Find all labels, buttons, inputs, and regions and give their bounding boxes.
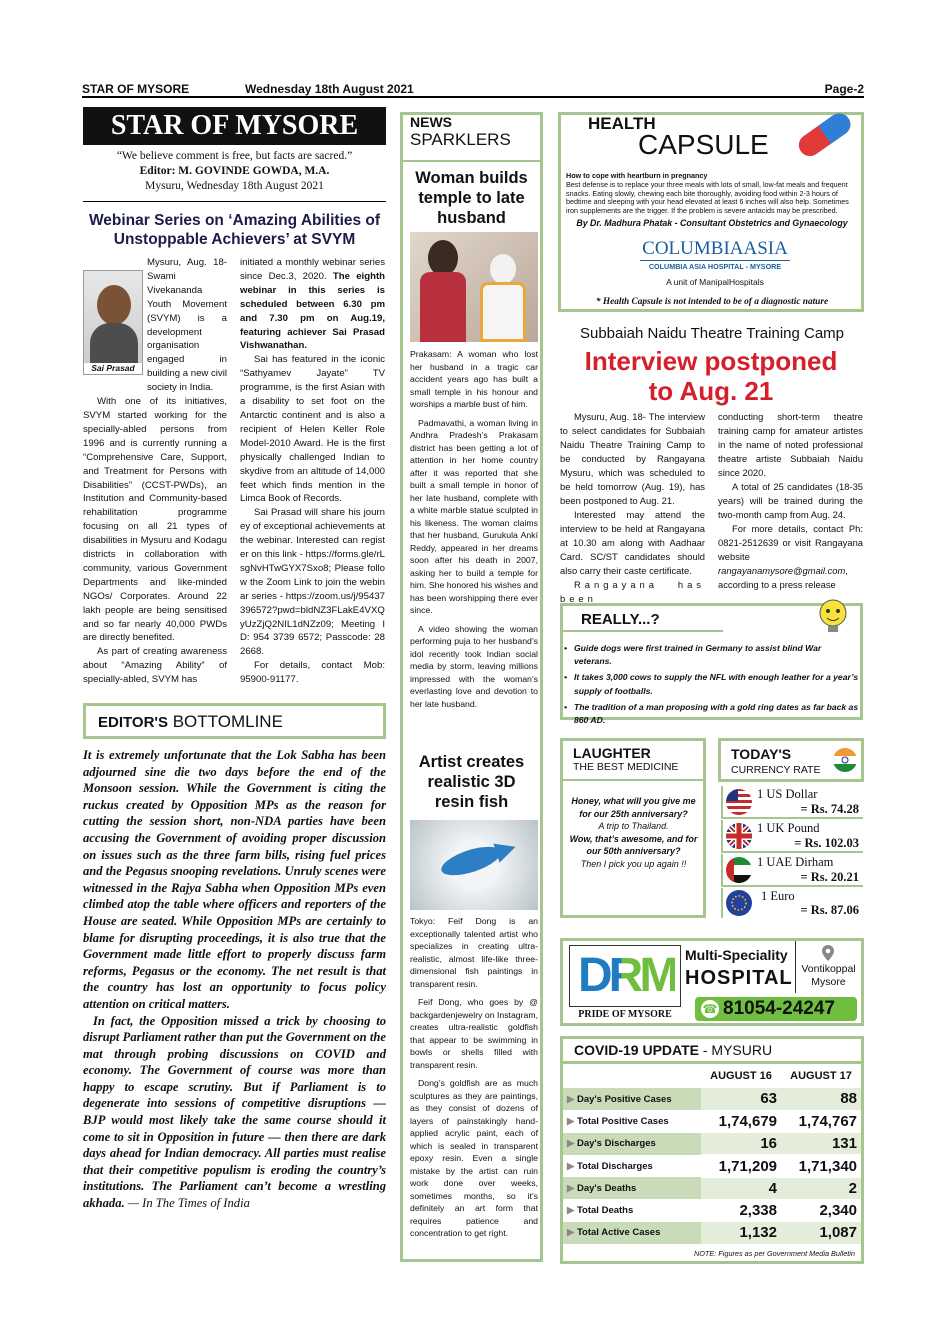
currency-unit: 1 Euro	[761, 889, 795, 903]
covid-row-label-text: Total Active Cases	[576, 1227, 661, 1239]
drm-location-b: Mysore	[811, 976, 846, 988]
table-row	[563, 1222, 861, 1244]
motto: “We believe comment is free, but facts are sacred.”	[116, 150, 353, 162]
theatre-para: Rangayana has been	[560, 579, 705, 604]
webinar-para: Sai has featured in the iconic “Sathyamev Jayate” TV programme, is the first Asian with a disability to set foot on the Antarctic continent and is also a recipient of Helen Keller Role Model-2010 Award. He is the first physically challenged Indian to skydive from an altitude of 14,000 feet which finds mention in the Limca Book of Records.	[240, 354, 385, 505]
masthead-logo: STAR OF MYSORE	[83, 107, 386, 145]
currency-row	[721, 854, 863, 887]
covid-cell: 1,74,679	[701, 1110, 781, 1132]
joke	[566, 795, 701, 870]
columbia-asia-logo	[640, 238, 790, 287]
theatre-email: rangayanamysore@gmail.com	[718, 565, 846, 576]
currency-row	[721, 888, 863, 918]
page-header-bar	[82, 80, 864, 98]
covid-cell: 1,087	[781, 1222, 861, 1244]
currency-label-b: CURRENCY RATE	[731, 764, 821, 776]
logo-subtitle: COLUMBIA ASIA HOSPITAL - MYSORE	[640, 260, 790, 271]
theatre-headline	[558, 346, 864, 406]
logo-text: COLUMBIA	[642, 238, 744, 259]
covid-row-label: ▶ Total Active Cases	[563, 1222, 701, 1244]
health-text	[566, 172, 858, 216]
sparkler-headline-1: Woman builds temple to late husband	[415, 169, 528, 227]
laughter-label-a: LAUGHTER	[573, 745, 651, 761]
sparkler-para: Dong’s goldfish are as much sculptures as they are paintings, as they consist of dozens of layers of painstakingly hand-applied acrylic paint, each of which is sealed in transparent epoxy resin. Even a single mistake by the artist can ruin work done over weeks, sometimes months, so it’s definitely an art form that requires patience and concentration to get right.	[410, 1078, 538, 1238]
health-label-a: HEALTH	[588, 114, 656, 133]
drm-location-a: Vontikoppal	[801, 963, 856, 975]
currency-unit: 1 US Dollar	[757, 787, 818, 801]
webinar-para: For details, contact Mob: 95900-91177.	[240, 660, 385, 686]
sparkler-2-text	[410, 915, 538, 1240]
really-label: REALLY...?	[581, 611, 660, 628]
temple-photo	[410, 232, 538, 342]
drm-hospital-ad	[560, 938, 864, 1026]
table-row	[563, 1177, 861, 1199]
list-item: • The tradition of a man proposing with a gold ring dates as far back as 860 AD.	[564, 701, 859, 726]
covid-header-blank	[563, 1064, 701, 1088]
covid-row-label: ▶ Total Discharges	[563, 1155, 701, 1177]
health-label-b: CAPSULE	[638, 129, 769, 160]
editorial-label	[83, 703, 386, 739]
drm-hospital: HOSPITAL	[685, 967, 793, 989]
editor-line: Editor: M. GOVINDE GOWDA, M.A.	[139, 165, 330, 177]
currency-label-a: TODAY'S	[731, 746, 792, 762]
joke-line: A trip to Thailand.	[598, 821, 669, 831]
covid-cell: 16	[701, 1133, 781, 1155]
currency-value: = Rs. 74.28	[800, 802, 859, 816]
sparklers-label	[410, 114, 536, 158]
india-flag-icon	[832, 747, 858, 773]
theatre-col-2	[718, 410, 863, 592]
covid-col-header: AUGUST 16	[710, 1070, 772, 1082]
webinar-para: With one of its initiatives, SVYM started working for the specially-abled persons from 1996 and is currently running a “Comprehensive Care, Support, and Treatment for Persons with Disabilities” (CCST-PWDs), an Institution and Community-based rehabilitation programme focusing on all 21 types of disabilities in Mysuru and Kodagu districts in collaboration with community, various Government Departments and like-minded NGOs/ Corporates. Around 22 lakh people are being sensitised and so far nearly 40,000 PWDs are directly benefited.	[83, 396, 227, 644]
health-label	[570, 114, 769, 159]
covid-table	[563, 1064, 861, 1245]
headline-line: to Aug. 21	[648, 376, 774, 406]
theatre-para: A total of 25 candidates (18-35 years) will be trained during the two-month camp from Aug. 24.	[718, 481, 863, 520]
theatre-para: Interested may attend the interview to be held at Rangayana at 10.30 am along with Aadhaar Card. SC/ST candidates should also carry their caste certificate.	[560, 509, 705, 576]
covid-row-label: ▶ Total Positive Cases	[563, 1110, 701, 1132]
theatre-para: conducting short-term theatre training camp for amateur artistes in the name of noted professional theatre artiste Subbaiah Naidu since 2020.	[718, 411, 863, 478]
currency-unit: 1 UAE Dirham	[757, 855, 834, 869]
sparkler-1-text	[410, 348, 538, 710]
logo-text: ASIA	[743, 238, 788, 259]
joke-line: Wow, that’s awesome, and for our 50th anniversary?	[569, 833, 698, 856]
covid-row-label-text: Day's Positive Cases	[576, 1093, 672, 1105]
laughter-label-b: THE BEST MEDICINE	[573, 761, 679, 773]
covid-row-label: ▶ Total Deaths	[563, 1199, 701, 1221]
paper-name: STAR OF MYSORE	[82, 82, 190, 96]
theatre-text: For more details, contact Ph: 0821-2512639 or visit Rangayana website	[718, 523, 863, 562]
photo-caption: Sai Prasad	[84, 363, 142, 374]
covid-cell: 1,71,209	[701, 1155, 781, 1177]
fact-text: Guide dogs were first trained in Germany to assist blind War veterans.	[574, 643, 822, 667]
sparklers-label-b: SPARKLERS	[410, 130, 511, 149]
list-item: • It takes 3,000 cows to supply the NFL with enough leather for a year’s supply of footballs.	[564, 672, 859, 696]
masthead-block	[83, 149, 386, 194]
joke-line: Then I pick you up again !!	[580, 858, 687, 869]
health-byline: By Dr. Madhura Phatak - Consultant Obstetrics and Gynaecology	[576, 218, 848, 228]
covid-cell: 63	[701, 1088, 781, 1110]
covid-row-label: ▶ Day's Discharges	[563, 1133, 701, 1155]
covid-title-b: - MYSURU	[698, 1042, 773, 1058]
currency-value: = Rs. 87.06	[800, 903, 859, 917]
headline-line: Interview postponed	[584, 346, 838, 376]
logo-unit: A unit of ManipalHospitals	[666, 277, 764, 287]
health-question: How to cope with heartburn in pregnancy	[566, 171, 708, 180]
really-list	[564, 642, 860, 727]
editorial-body	[83, 747, 386, 1212]
covid-cell: 1,74,767	[781, 1110, 861, 1132]
theatre-para: Mysuru, Aug. 18- The interview to select candidates for Subbaiah Naidu Theatre Training Camp to be conducted by Rangayana Mysuru, which was scheduled to be held tomorrow (Aug. 19), has been postponed to Aug. 21.	[560, 411, 705, 506]
covid-row-label: ▶ Day's Positive Cases	[563, 1088, 701, 1110]
laughter-label	[563, 741, 703, 781]
covid-row-label-text: Total Discharges	[576, 1160, 653, 1172]
table-row	[563, 1133, 861, 1155]
uk-flag-icon	[725, 822, 753, 850]
drm-logo-text: DRM	[578, 949, 676, 1002]
capsule-pills-icon	[790, 113, 862, 157]
table-row	[563, 1088, 861, 1110]
sparkler-headline-2: Artist creates realistic 3D resin fish	[418, 753, 525, 811]
currency-row	[721, 786, 863, 819]
us-flag-icon	[725, 788, 753, 816]
editorial-label-a: EDITOR'S	[98, 714, 168, 731]
sparkler-para: Tokyo: Feif Dong is an exceptionally talented artist who specializes in creating ultra-realistic, almost life-like three-dimensional fish paintings in transparent resin.	[410, 916, 538, 989]
table-row	[563, 1199, 861, 1221]
editorial-para: It is extremely unfortunate that the Lok Sabha has been adjourned sine die two days before the end of the Monsoon session. While the Government is citing the ruckus created by Opposition MPs as the reason for cutting the session short, non-NDA parties have been accusing the Government of avoiding proper discussion on issues such as the three farm bills, rising fuel prices and the Pegasus snooping revelations. Unruly scenes were witnessed in the Rajya Sabha when Opposition MPs even climbed atop the table where officers and reporters of the House are seated. While Opposition MPs are certainly to blame for disrupting proceedings, it is also true that the Government made little effort to properly discuss farm reforms, Pegasus or the economy. The net result is that the country has lost an opportunity to focus policy attention on critical matters.	[83, 748, 386, 1011]
drm-phone-box	[695, 997, 857, 1021]
currency-row	[721, 820, 863, 853]
covid-row-label: ▶ Day's Deaths	[563, 1177, 701, 1199]
currency-unit: 1 UK Pound	[757, 821, 820, 835]
dateline: Mysuru, Wednesday 18th August 2021	[145, 180, 324, 192]
editorial-label-b: BOTTOMLINE	[172, 712, 283, 731]
covid-note: NOTE: Figures as per Government Media Bulletin	[693, 1249, 855, 1258]
issue-date: Wednesday 18th August 2021	[245, 82, 414, 96]
theatre-col-1	[560, 410, 705, 606]
drm-location	[795, 941, 861, 993]
uae-flag-icon	[725, 856, 753, 884]
drm-logo	[569, 945, 681, 1007]
page-number: Page-2	[824, 82, 864, 96]
webinar-col-1	[83, 256, 227, 687]
covid-cell: 1,132	[701, 1222, 781, 1244]
drm-tagline: PRIDE OF MYSORE	[578, 1009, 672, 1020]
webinar-para: Sai Prasad will share his journey of exceptional achievements at the webinar. Interested can register on this link - https://forms.gle/rLsgNvHTwGYX7Sxo8; Please follow the Zoom Link to join the webinar series - https://zoom.us/j/95437396572?pwd=bldNZ3FLakE4VXQyUzZjQ2NIL1dNZz09; Meeting ID: 954 3739 6572; Passcode: 282668.	[240, 507, 385, 658]
covid-col-header: AUGUST 17	[790, 1070, 852, 1082]
divider	[400, 160, 543, 162]
covid-cell: 2,338	[701, 1199, 781, 1221]
sparklers-label-a: NEWS	[410, 114, 452, 130]
sparkler-para: A video showing the woman performing puja to her husband’s idol recently took Indian social media by storm, leaving millions impressed with the woman’s everlasting love and devotion to her late husband.	[410, 623, 538, 709]
sparkler-para: Padmavathi, a woman living in Andhra Pradesh’s Prakasam district has been getting a lot of attention in her home country after it was reported that she built a small temple in honor of her late husband, complete with a white marble statue sculpted in his likeness. The woman claims that her husband, Gurukula Ankí Reddy, appeared in her dreams soon after his death in 2007, asking her to build a temple for him. She honored his wishes and has been worshipping there ever since.	[410, 417, 538, 615]
covid-title	[574, 1042, 772, 1058]
eu-flag-icon	[725, 889, 753, 917]
fact-text: It takes 3,000 cows to supply the NFL with enough leather for a year’s supply of footballs.	[574, 672, 859, 696]
currency-value: = Rs. 102.03	[794, 836, 859, 850]
covid-row-label-text: Total Deaths	[576, 1205, 634, 1217]
editorial-para: In fact, the Opposition missed a trick by choosing to disrupt Parliament rather than put the Government on the mat through probing discussions on COVID and economy. The Government of course was more than happy to escape scrutiny. But if Parliament is to degenerate into sessions of competitive disruptions — BJP would most likely take the same course should it come to sit in Opposition in future — then there are dark days ahead for Indian democracy. All parties must realise that their competitive populism is eroding the country’s institutions. The Parliament can’t become a wrestling akhada.	[83, 1013, 386, 1211]
joke-line: Honey, what will you give me for our 25th anniversary?	[571, 796, 696, 819]
webinar-text: initiated a monthly webinar series since Dec.3, 2020.	[240, 257, 385, 282]
webinar-highlight: The eighth webinar in this series is scheduled between 6.30 pm and 7.30 pm on Aug.19, featuring achiever Sai Prasad Vishwanathan.	[240, 270, 385, 352]
location-pin-icon	[822, 945, 834, 961]
theatre-kicker: Subbaiah Naidu Theatre Training Camp	[579, 325, 845, 342]
covid-cell: 1,71,340	[781, 1155, 861, 1177]
fact-text: The tradition of a man proposing with a gold ring dates as far back as 860 AD.	[574, 701, 859, 726]
webinar-headline: Webinar Series on ‘Amazing Abilities of Unstoppable Achievers’ at SVYM	[88, 212, 381, 248]
covid-cell: 131	[781, 1133, 861, 1155]
divider	[83, 201, 386, 202]
webinar-lead: Mysuru, Aug. 18- Swami Vivekananda Youth Movement (SVYM) is a development organisation engaged in building a new civil society in India.	[147, 257, 227, 394]
covid-cell: 4	[701, 1177, 781, 1199]
covid-cell: 2,340	[781, 1199, 861, 1221]
webinar-col-2	[240, 256, 385, 687]
covid-cell: 2	[781, 1177, 861, 1199]
covid-title-a: COVID-19 UPDATE	[574, 1042, 699, 1058]
covid-row-label-text: Total Positive Cases	[576, 1115, 669, 1127]
editorial-source: — In The Times of India	[124, 1196, 250, 1211]
phone-icon: ☎	[702, 1002, 718, 1016]
health-body: Best defense is to replace your three meals with lots of small, low-fat meals and frequent snacks. Eating slowly, chewing each bite thoroughly, avoiding food within 2-3 hours of bedtime and sleeping with your head elevated at least 6 inches will also help. Sometimes iron supplements are the trigger. If the problem is severe antacids may be prescribed.	[566, 179, 849, 216]
theatre-text: , according to a press release	[718, 565, 848, 590]
drm-phone: 81054-24247	[723, 998, 835, 1019]
table-row	[563, 1155, 861, 1177]
covid-cell: 88	[781, 1088, 861, 1110]
drm-multi: Multi-Speciality	[685, 947, 788, 963]
covid-row-label-text: Day's Deaths	[576, 1182, 637, 1194]
webinar-para: As part of creating awareness about “Amazing Ability” of specially-abled, SVYM has	[83, 646, 227, 686]
resin-fish-photo	[410, 820, 538, 910]
sparkler-para: Feif Dong, who goes by @ backgardenjewelry on Instagram, creates ultra-realistic goldfish that appear to be swimming in bowls or shells filled with transparent resin.	[410, 997, 538, 1070]
list-item: • Guide dogs were first trained in Germany to assist blind War veterans.	[564, 643, 822, 667]
lightbulb-icon	[812, 596, 854, 636]
table-row	[563, 1110, 861, 1132]
health-disclaimer: * Health Capsule is not intended to be of a diagnostic nature	[595, 297, 829, 307]
currency-value: = Rs. 20.21	[800, 870, 859, 884]
really-label-tab	[563, 606, 723, 632]
covid-row-label-text: Day's Discharges	[576, 1138, 656, 1150]
sparkler-para: Prakasam: A woman who lost her husband in a tragic car accident years ago has built a small temple in his honour and worships a marble bust of him.	[410, 349, 538, 409]
currency-rates	[721, 786, 863, 918]
